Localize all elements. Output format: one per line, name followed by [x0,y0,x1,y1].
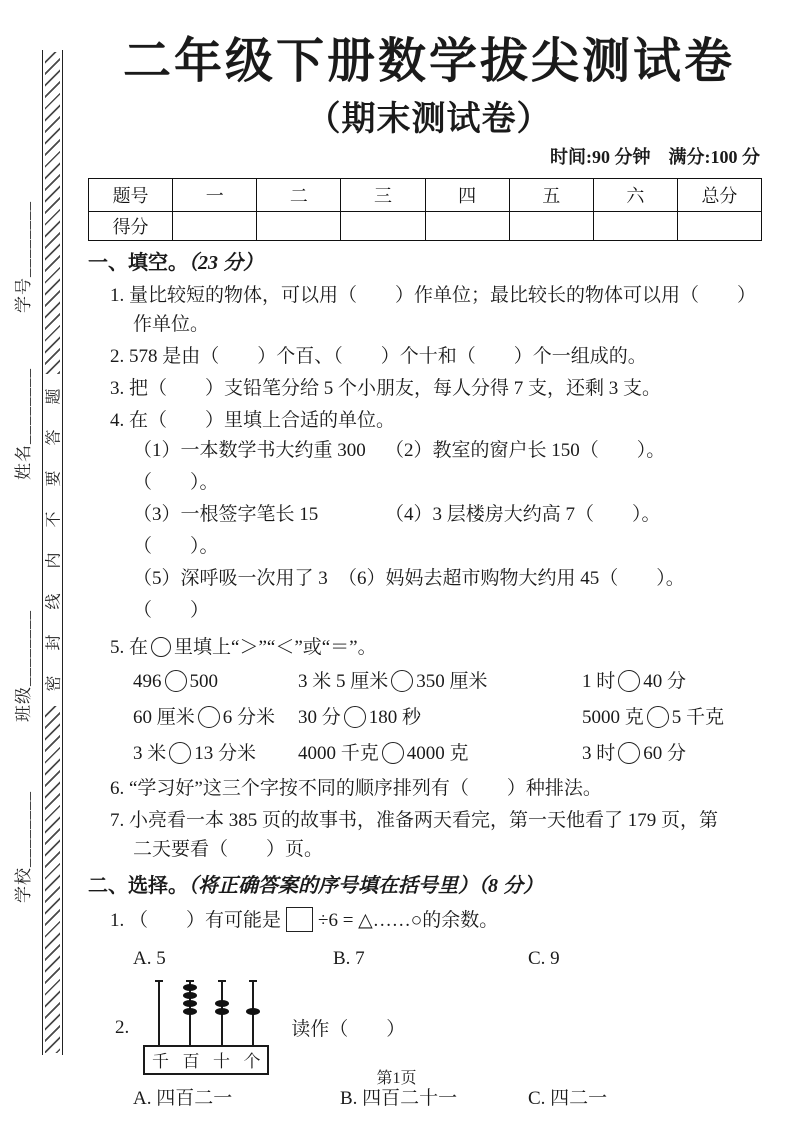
choice-2-options [88,1084,770,1113]
question-4-row1 [88,435,770,499]
abacus-figure [143,981,269,1075]
score-table-cell: 总分 [677,178,761,211]
compare-circle-icon [618,742,640,764]
score-blank-cell [257,211,341,240]
question-5-prefix: 5. 在 [110,636,149,658]
hatch-top [45,52,60,374]
abacus-rod-ones [252,981,254,1045]
student-name-label: 姓名________ [14,368,33,480]
question-5-suffix: 里填上“＞”“＜”或“＝”。 [174,636,377,658]
abacus-rod-hundreds [189,981,191,1045]
question-4-row3 [88,563,770,627]
section1-title: 一、填空。 [88,251,188,274]
question-7-line2: 二天要看（ ）页。 [133,838,324,860]
abacus-label-tens: 十 [213,1052,230,1072]
abacus-bead [183,992,197,999]
choice-1-options [88,944,770,973]
seal-char: 内 [45,552,63,569]
seal-char: 题 [45,388,63,405]
score-blank-cell [173,211,257,240]
abacus-label-ones: 个 [243,1052,261,1072]
abacus-label-thousands: 千 [152,1052,169,1072]
option-c: C. 四二一 [528,1087,608,1109]
question-4-sub6: （6）妈妈去超市购物大约用 45（ ）。 [338,567,685,589]
choice-1-suffix: ÷6 = △……○的余数。 [318,909,499,931]
abacus-bead [215,1008,229,1015]
option-c: C. 9 [528,947,560,969]
score-table-cell: 题号 [89,178,173,211]
option-b: B. 四百二十一 [340,1087,458,1109]
question-4: 4. 在（ ）里填上合适的单位。 [110,409,396,431]
abacus-bead [215,1000,229,1007]
score-blank-cell [677,211,761,240]
comparison-item: 1 时 40 分 [582,670,687,692]
abacus-bead [183,1000,197,1007]
comparison-item: 3 米 13 分米 [133,742,257,764]
student-id-label: 学号________ [14,201,33,313]
compare-circle-icon [198,706,220,728]
school-label: 学校________ [14,791,33,903]
question-3: 3. 把（ ）支铅笔分给 5 个小朋友，每人分得 7 支，还剩 3 支。 [110,377,662,399]
section2-score: （8 分） [478,874,543,897]
comparison-item: 5000 克 5 千克 [582,706,725,728]
question-4-sub2: （2）教室的窗户长 150（ ）。 [385,439,666,461]
seal-line-strip [42,50,63,1055]
compare-circle-icon [344,706,366,728]
blank-square-icon [286,907,313,932]
abacus-rod-thousands [158,981,160,1045]
question-1-line2: 作单位。 [133,313,210,335]
score-table-cell: 四 [425,178,509,211]
abacus-rod-tens [221,981,223,1045]
hatch-bottom [45,706,60,1053]
question-4-sub3: （3）一根签字笔长 15（ ）。 [133,503,319,557]
option-b: B. 7 [333,947,365,969]
score-table-cell: 五 [509,178,593,211]
compare-circle-icon [169,742,191,764]
time-score-meta: 时间:90 分钟 满分:100 分 [550,146,760,167]
paper-title: 二年级下册数学拔尖测试卷 [122,35,735,88]
score-blank-cell [341,211,425,240]
comparison-item: 60 厘米 6 分米 [133,706,276,728]
compare-circle-icon [151,637,171,657]
score-table-cell: 一 [173,178,257,211]
option-a: A. 四百二一 [133,1087,233,1109]
score-row-label: 得分 [89,211,173,240]
compare-circle-icon [391,670,413,692]
question-5 [88,633,770,662]
seal-char: 要 [45,470,63,487]
section1-heading [88,249,770,278]
class-label: 班级________ [14,610,33,722]
question-1-line1: 1. 量比较短的物体，可以用（ ）作单位；最比较长的物体可以用（ ） [110,284,757,306]
score-table-score-row [89,211,762,240]
question-4-sub5: （5）深呼吸一次用了 3（ ） [133,567,328,621]
choice-2-caption: 读作（ ） [291,1019,406,1041]
question-4-row2 [88,499,770,563]
compare-circle-icon [647,706,669,728]
choice-2-number: 2. [115,1016,130,1038]
score-table-cell: 三 [341,178,425,211]
section2-title: 二、选择。 [88,874,188,897]
score-table-cell: 二 [257,178,341,211]
abacus-bead [246,1008,260,1015]
compare-circle-icon [618,670,640,692]
question-5-comparisons [88,668,770,767]
abacus-bead [183,1008,197,1015]
compare-circle-icon [165,670,187,692]
abacus-bead [183,984,197,991]
abacus-label-hundreds: 百 [182,1052,200,1072]
section1-score: （23 分） [188,251,263,274]
choice-question-2 [88,981,770,1075]
choice-question-1 [88,906,770,935]
score-blank-cell [593,211,677,240]
section2-heading [88,872,770,901]
choice-1-prefix: 1. （ ）有可能是 [110,909,282,931]
question-2: 2. 578 是由（ ）个百、（ ）个十和（ ）个一组成的。 [110,345,647,367]
paper-content [88,0,770,1113]
score-table-cell: 六 [593,178,677,211]
seal-char: 不 [45,511,63,528]
comparison-item: 4000 千克 4000 克 [298,742,469,764]
comparison-item: 496 500 [133,670,218,692]
question-6: 6. “学习好”这三个字按不同的顺序排列有（ ）种排法。 [110,777,602,799]
question-4-sub1: （1）一本数学书大约重 300（ ）。 [133,439,366,493]
comparison-item: 3 时 60 分 [582,742,687,764]
paper-subtitle: （期末测试卷） [306,100,552,138]
score-table-header-row [89,178,762,211]
option-a: A. 5 [133,947,166,969]
comparison-item: 3 米 5 厘米 350 厘米 [298,670,488,692]
seal-char: 密 [45,675,63,692]
score-blank-cell [509,211,593,240]
seal-char: 答 [45,429,63,446]
seal-margin [0,0,88,1122]
score-blank-cell [425,211,509,240]
seal-char: 封 [45,634,63,651]
page-number: 第1页 [376,1070,417,1087]
section2-note: （将正确答案的序号填在括号里） [188,874,478,897]
comparison-item: 30 分 180 秒 [298,706,422,728]
score-table [88,178,762,241]
compare-circle-icon [382,742,404,764]
seal-char: 线 [45,593,63,610]
question-7-line1: 7. 小亮看一本 385 页的故事书，准备两天看完，第一天他看了 179 页，第 [110,809,719,831]
question-4-sub4: （4）3 层楼房大约高 7（ ）。 [385,503,661,525]
